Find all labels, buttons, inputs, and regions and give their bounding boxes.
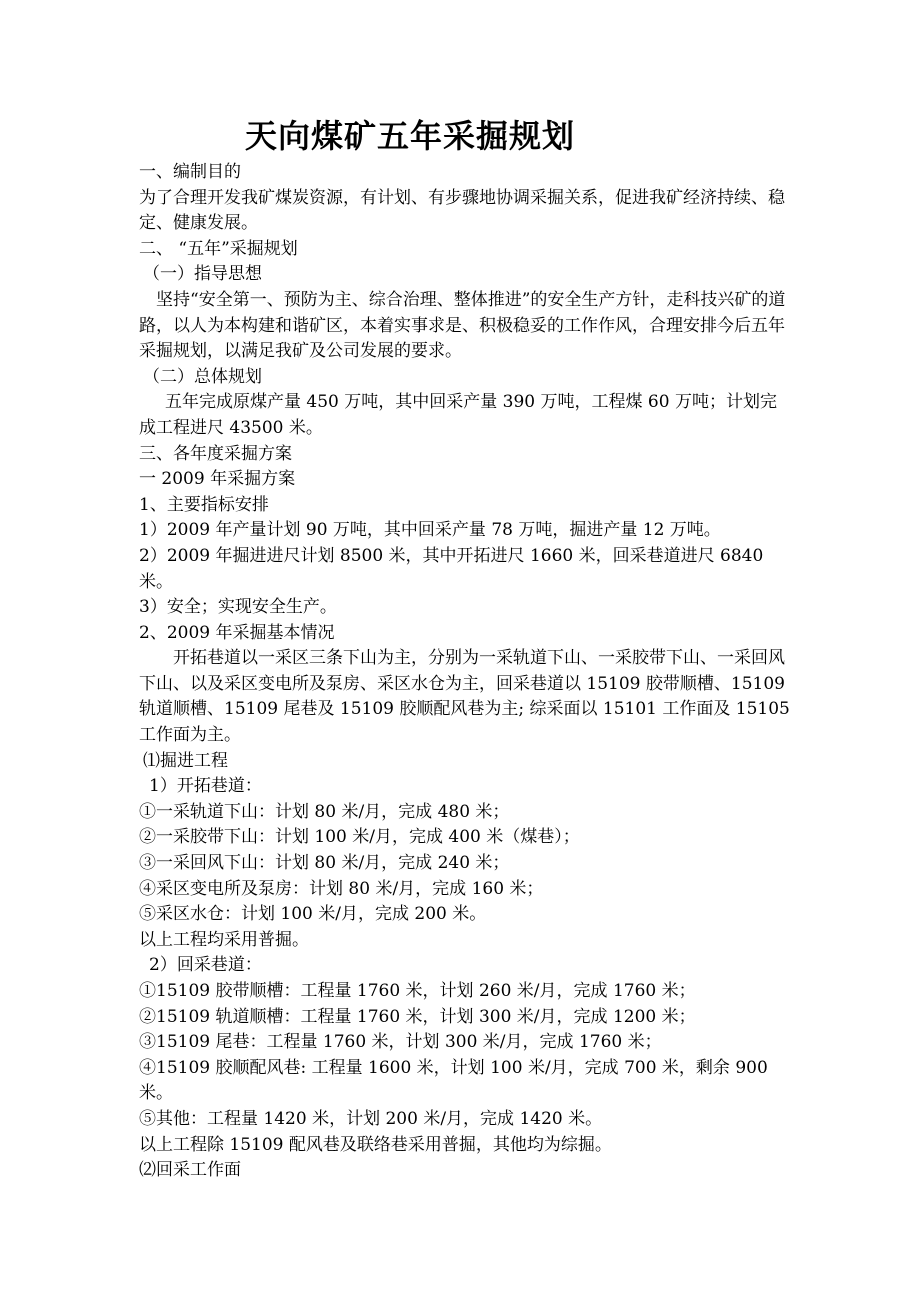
list-item: ①一采轨道下山：计划 80 米/月，完成 480 米； bbox=[139, 801, 510, 822]
list-item: ⑤其他：工程量 1420 米，计划 200 米/月，完成 1420 米。 bbox=[139, 1108, 603, 1129]
subsection-heading-2009-plan: 一 2009 年采掘方案 bbox=[139, 469, 296, 490]
subsection-heading-guiding-ideology: （一）指导思想 bbox=[143, 264, 262, 285]
document-body bbox=[139, 160, 791, 1184]
heading-development-roadways: 1）开拓巷道： bbox=[149, 776, 262, 797]
list-item-safety: 3）安全；实现安全生产。 bbox=[139, 597, 337, 618]
heading-tunneling-works: ⑴掘进工程 bbox=[143, 750, 228, 771]
section-heading-annual-plans: 三、各年度采掘方案 bbox=[139, 443, 292, 464]
heading-main-indicators: 1、主要指标安排 bbox=[139, 494, 269, 515]
note-conventional-tunneling: 以上工程均采用普掘。 bbox=[139, 929, 309, 950]
list-item: ⑤采区水仓：计划 100 米/月，完成 200 米。 bbox=[139, 904, 487, 925]
list-item: ①15109 胶带顺槽：工程量 1760 米，计划 260 米/月，完成 1760 米； bbox=[139, 981, 696, 1001]
section-heading-five-year-plan: 二、 “五年”采掘规划 bbox=[139, 238, 298, 259]
note-fully-mechanized-tunneling: 以上工程除 15109 配风巷及联络巷采用普掘，其他均为综掘。 bbox=[139, 1134, 612, 1155]
heading-mining-working-faces: ⑵回采工作面 bbox=[139, 1160, 241, 1181]
section-heading-purpose: 一、编制目的 bbox=[139, 162, 241, 182]
paragraph-purpose: 为了合理开发我矿煤炭资源，有计划、有步骤地协调采掘关系，促进我矿经济持续、稳定、健康发展。 bbox=[139, 187, 785, 234]
list-item: ②一采胶带下山：计划 100 米/月，完成 400 米（煤巷）； bbox=[139, 827, 580, 848]
subsection-heading-overall-plan: （二）总体规划 bbox=[143, 366, 262, 387]
list-item-production-plan: 1）2009 年产量计划 90 万吨，其中回采产量 78 万吨，掘进产量 12 万吨。 bbox=[139, 520, 721, 541]
list-item: ④15109 胶顺配风巷: 工程量 1600 米，计划 100 米/月，完成 700 米，剩余 900 米。 bbox=[139, 1057, 768, 1104]
heading-mining-roadways: 2）回采巷道： bbox=[149, 955, 262, 976]
list-item: ②15109 轨道顺槽：工程量 1760 米，计划 300 米/月，完成 1200 米； bbox=[139, 1006, 696, 1027]
list-item: ③15109 尾巷：工程量 1760 米，计划 300 米/月，完成 1760 米； bbox=[139, 1032, 662, 1053]
paragraph-guiding-ideology: 坚持“安全第一、预防为主、综合治理、整体推进”的安全生产方针，走科技兴矿的道路，以人为本构建和谐矿区，本着实事求是、积极稳妥的工作作风，合理安排今后五年采掘规划，以满足我矿及公司发展的要求。 bbox=[139, 289, 786, 362]
list-item: ④采区变电所及泵房：计划 80 米/月，完成 160 米； bbox=[139, 878, 544, 899]
document-title: 天向煤矿五年采掘规划 bbox=[244, 117, 575, 155]
list-item: ③一采回风下山：计划 80 米/月，完成 240 米； bbox=[139, 853, 510, 874]
paragraph-basic-situation: 开拓巷道以一采区三条下山为主，分别为一采轨道下山、一采胶带下山、一采回风下山、以及采区变电所及泵房、采区水仓为主，回采巷道以 15109 胶带顺槽、15109 轨道顺槽、15109 尾巷及 15109 胶顺配风巷为主; 综采面以 15101 工作面及 15105 工作面为主。 bbox=[139, 648, 790, 746]
list-item-footage-plan: 2）2009 年掘进进尺计划 8500 米，其中开拓进尺 1660 米，回采巷道进尺 6840 米。 bbox=[139, 545, 764, 592]
heading-basic-situation: 2、2009 年采掘基本情况 bbox=[139, 622, 335, 643]
paragraph-overall-plan: 五年完成原煤产量 450 万吨，其中回采产量 390 万吨，工程煤 60 万吨；计划完成工程进尺 43500 米。 bbox=[139, 392, 777, 438]
